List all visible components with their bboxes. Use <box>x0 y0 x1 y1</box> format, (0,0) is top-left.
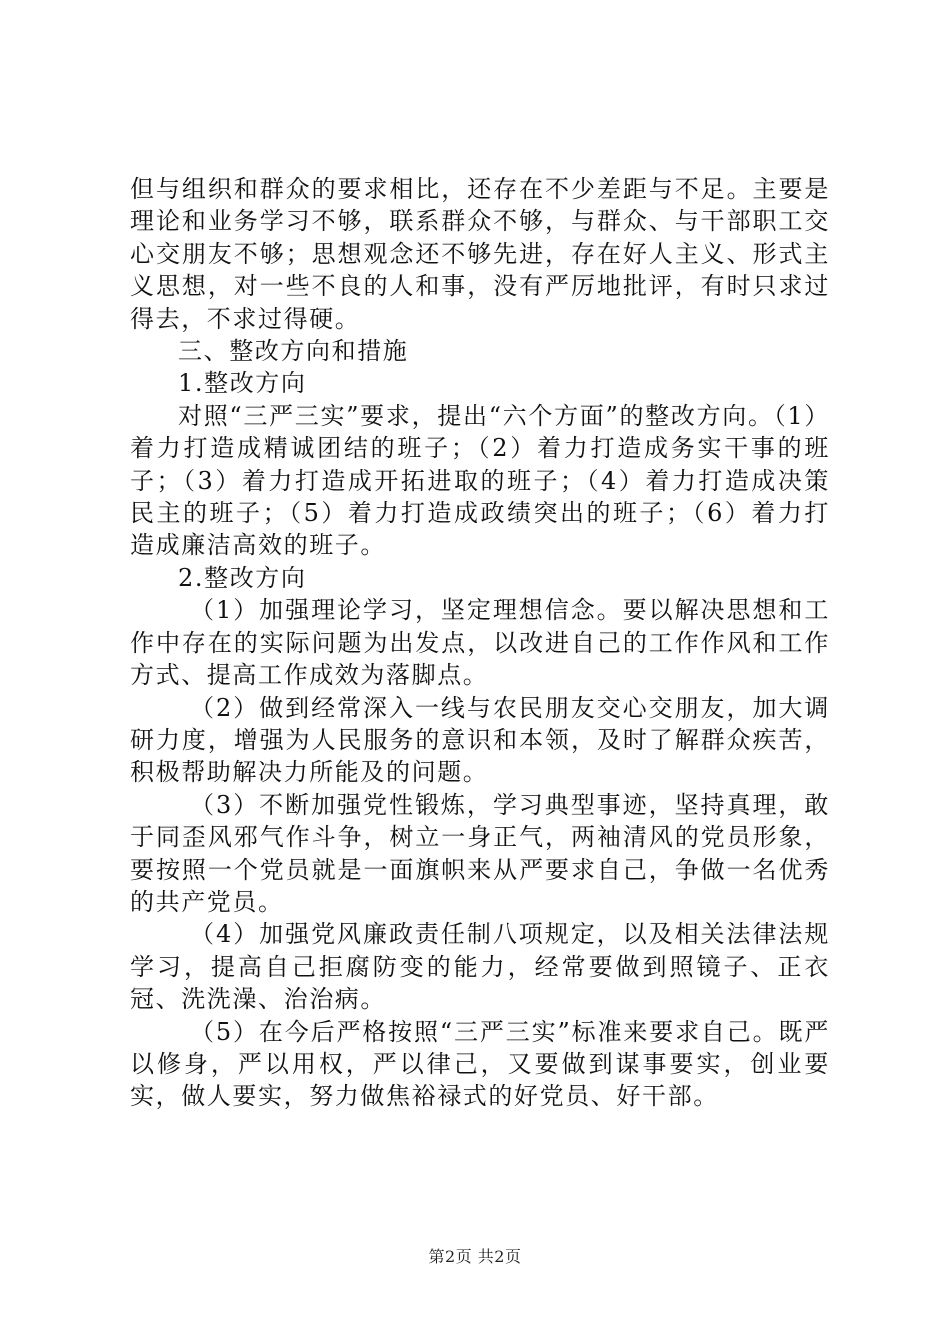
document-body <box>130 173 830 1113</box>
paragraph-measure-1: （1）加强理论学习，坚定理想信念。要以解决思想和工作中存在的实际问题为出发点，以改进自己的工作作风和工作方式、提高工作成效为落脚点。 <box>130 596 830 690</box>
page-footer: 第2页 共2页 <box>428 1247 522 1266</box>
subheading-direction-1: 1.整改方向 <box>178 369 307 398</box>
section-heading-rectification: 三、整改方向和措施 <box>178 337 409 366</box>
paragraph-shortcomings: 但与组织和群众的要求相比，还存在不少差距与不足。主要是理论和业务学习不够，联系群众不够，与群众、与干部职工交心交朋友不够；思想观念还不够先进，存在好人主义、形式主义思想，对一些不良的人和事，没有严厉地批评，有时只求过得去，不求过得硬。 <box>130 175 830 333</box>
paragraph-measure-3: （3）不断加强党性锻炼，学习典型事迹，坚持真理，敢于同歪风邪气作斗争，树立一身正气，两袖清风的党员形象，要按照一个党员就是一面旗帜来从严要求自己，争做一名优秀的共产党员。 <box>130 790 830 916</box>
subheading-direction-2: 2.整改方向 <box>178 563 307 592</box>
paragraph-measure-4: （4）加强党风廉政责任制八项规定，以及相关法律法规学习，提高自己拒腐防变的能力，经常要做到照镜子、正衣冠、洗洗澡、治治病。 <box>130 920 830 1014</box>
paragraph-six-aspects: 对照“三严三实”要求，提出“六个方面”的整改方向。（1）着力打造成精诚团结的班子；（2）着力打造成务实干事的班子；（3）着力打造成开拓进取的班子；（4）着力打造成决策民主的班子；（5）着力打造成政绩突出的班子；（6）着力打造成廉洁高效的班子。 <box>130 401 830 560</box>
paragraph-measure-5: （5）在今后严格按照“三严三实”标准来要求自己。既严以修身，严以用权，严以律己，又要做到谋事要实，创业要实，做人要实，努力做焦裕禄式的好党员、好干部。 <box>130 1017 830 1111</box>
paragraph-measure-2: （2）做到经常深入一线与农民朋友交心交朋友，加大调研力度，增强为人民服务的意识和本领，及时了解群众疾苦，积极帮助解决力所能及的问题。 <box>130 693 830 787</box>
